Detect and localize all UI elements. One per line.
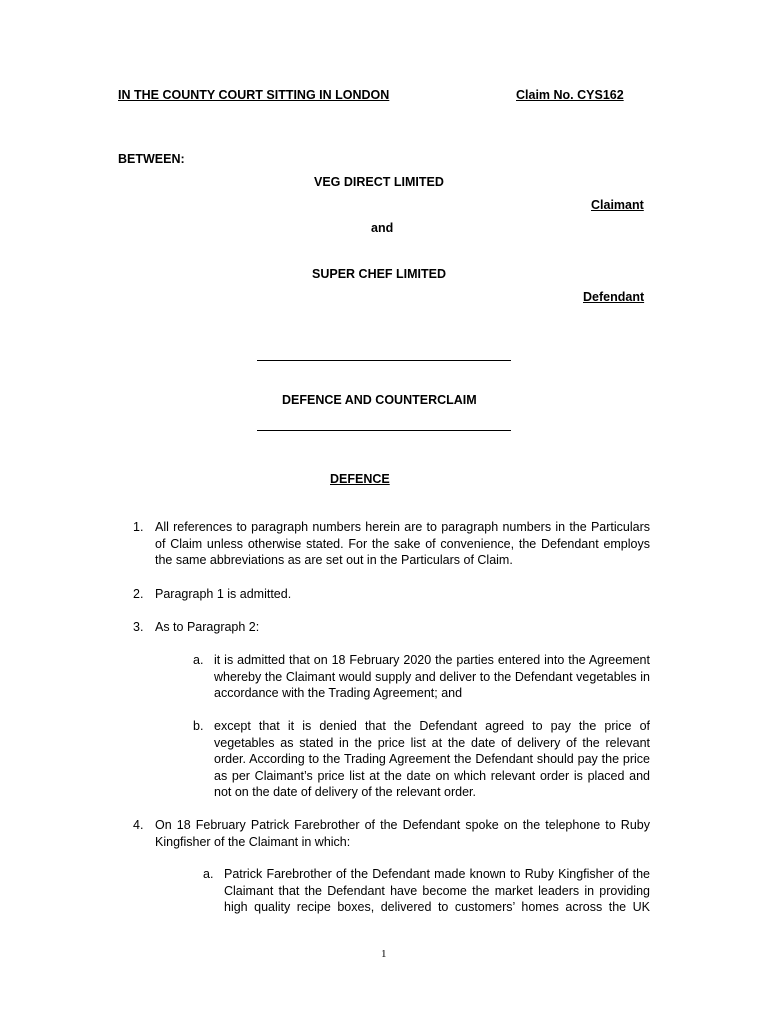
paragraph-text: On 18 February Patrick Farebrother of the Defendant spoke on the telephone to Ruby Kingfisher of the Claimant in which: — [155, 818, 650, 849]
paragraph-number: 1. — [133, 520, 144, 534]
paragraph-text: As to Paragraph 2: — [155, 620, 260, 634]
title-rule-top — [257, 360, 511, 361]
document-title: DEFENCE AND COUNTERCLAIM — [282, 393, 477, 407]
court-heading: IN THE COUNTY COURT SITTING IN LONDON — [118, 88, 390, 102]
subparagraph-letter: a. — [203, 867, 214, 881]
claimant-role: Claimant — [591, 198, 644, 212]
subparagraph-text: it is admitted that on 18 February 2020 the parties entered into the Agreement whereby the Claimant would supply and deliver to the Defendant vegetables in accordance with the Trading Agreement; and — [214, 653, 650, 700]
section-heading: DEFENCE — [330, 472, 390, 486]
subparagraph-letter: b. — [193, 719, 204, 733]
defendant-name: SUPER CHEF LIMITED — [312, 267, 447, 281]
page-number: 1 — [381, 948, 387, 960]
and-label: and — [371, 221, 394, 235]
subparagraph-text: Patrick Farebrother of the Defendant made known to Ruby Kingfisher of the Claimant that the Defendant have become the market leaders in providing high quality recipe boxes, delivered to customers’ homes across the UK — [224, 867, 650, 914]
between-label: BETWEEN: — [118, 152, 185, 166]
subparagraph-letter: a. — [193, 653, 204, 667]
defendant-role: Defendant — [583, 290, 645, 304]
claimant-name: VEG DIRECT LIMITED — [314, 175, 444, 189]
paragraph-number: 2. — [133, 587, 144, 601]
paragraph-text: Paragraph 1 is admitted. — [155, 587, 292, 601]
paragraph-number: 4. — [133, 818, 144, 832]
subparagraph-text: except that it is denied that the Defendant agreed to pay the price of vegetables as stated in the price list at the date of delivery of the relevant order. According to the Trading Agreement the Defendant should pay the price as per Claimant’s price list at the date on which relevant order is placed and not on the date of delivery of the relevant order. — [214, 719, 650, 799]
paragraph-text: All references to paragraph numbers herein are to paragraph numbers in the Particulars of Claim unless otherwise stated. For the sake of convenience, the Defendant employs the same abbreviations as are set out in the Particulars of Claim. — [155, 520, 650, 567]
paragraph-number: 3. — [133, 620, 144, 634]
title-rule-bottom — [257, 430, 511, 431]
claim-number: Claim No. CYS162 — [516, 88, 624, 102]
